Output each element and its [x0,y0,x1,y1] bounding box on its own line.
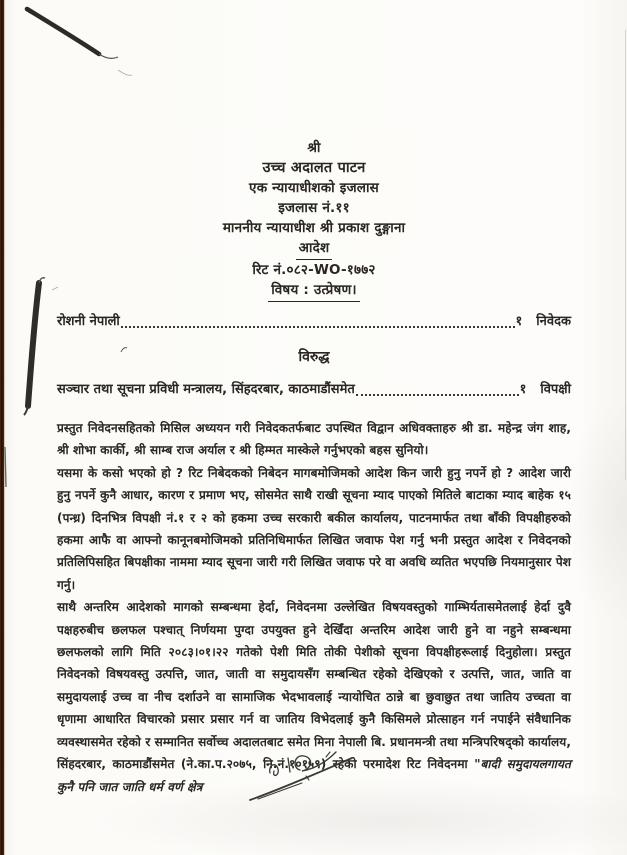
respondent-number: १ [519,382,527,397]
subject-line: विषय : उत्प्रेषण। [268,280,360,302]
binding-edge [0,0,4,855]
bench-type: एक न्यायाधीशको इजलास [249,180,379,196]
petitioner-role: निवेदक [536,314,571,329]
body-paragraph-3-quote: "बादी समुदायलगायत कुनै पनि जात जाति धर्म वर्ण क्षेत्र [57,757,571,794]
document-content [57,0,571,798]
respondent-role: विपक्षी [540,382,571,397]
petitioner-name: रोशनी नेपाली [57,314,120,329]
order-title: आदेश [296,238,333,260]
petitioner-number: १ [515,314,523,329]
body-paragraph-2: यसमा के कसो भएको हो ? रिट निबेदकको निबेदन मागबमोजिमको आदेश किन जारी हुनु नपर्ने हो ? आदेश जारी हुनु नपर्ने कुनै आधार, कारण र प्रमाण भए, सोसमेत साथै राखी सूचना म्याद पाएको मितिले बाटाका म्याद बाहेक १५ (पन्ध्र) दिनभित्र विपक्षी नं.१ र २ को हकमा उच्च सरकारी बकील कार्यालय, पाटनमार्फत तथा बाँकी विपक्षीहरुको हकमा आफै वा आफ्नो कानूनबमोजिमको प्रतिनिधिमार्फत लिखित जवाफ पेश गर्नु भनी प्रस्तुत आदेश र निवेदनको प्रतिलिपिसहित बिपक्षीका नाममा म्याद सूचना जारी गरी लिखित जवाफ परे वा अवधि व्यतित भएपछि नियमानुसार पेश गर्नु। [57,465,571,592]
dot-leader [121,326,515,328]
left-crease-line [5,447,6,487]
court-name: उच्च अदालत पाटन [262,160,366,176]
respondent-line [57,379,571,400]
body-paragraph-3-normal: साथै अन्तरिम आदेशको मागको सम्बन्धमा हेर्दा, निवेदनमा उल्लेखित विषयवस्तुको गाम्भिर्यतासमेतलाई हेर्दा दुवै पक्षहरुबीच छलफल पश्चात् निर्णयमा पुग्दा उपयुक्त हुने देखिँदा अन्तरिम आदेश जारी हुने वा नहुने सम्बन्धमा छलफलको लागि मिति २०८३।०१।२२ गतेको पेशी मिति तोकी पेशीको सूचना विपक्षीहरूलाई दिनुहोला। प्रस्तुत निवेदनको विषयवस्तु उत्पत्ति, जात, जाती वा समुदायसँग सम्बन्धित रहेको देखिएको र उत्पत्ति, जात, जाति वा समुदायलाई उच्च वा नीच दर्शाउने वा सामाजिक भेदभावलाई न्यायोचित ठान्ने बा छुवाछुत तथा जातिय उच्चता वा धृणामा आधारित विचारको प्रसार प्रसार गर्न वा जातिय विभेदलाई कुनै किसिमले प्रोत्साहन गर्न नपाईने संवैधानिक व्यवस्थासमेत रहेको र सम्मानित सर्वोच्च अदालतबाट समेत मिना नेपाली बि. प्रधानमन्त्री तथा मन्त्रिपरिषद्को कार्यालय, सिंहदरबार, काठमाडौंसमेत (ने.का.प.२०७५, नि.नं.१०१५९) रहेको परमादेश रिट निवेदनमा [57,600,571,772]
body-paragraph-1: प्रस्तुत निवेदनसहितको मिसिल अध्ययन गरी निवेदकतर्फबाट उपस्थित विद्वान अधिवक्ताहरु श्री डा. महेन्द्र जंग शाह, श्री शोभा कार्की, श्री साम्ब राज अर्याल र श्री हिम्मत मास्केले गर्नुभएको बहस सुनियो। [57,421,571,458]
dot-leader [356,394,519,396]
salutation: श्री [307,140,321,156]
versus-label: विरुद्ध [298,349,330,365]
judge-name-line: माननीय न्यायाधीश श्री प्रकाश दुङ्गाना [222,220,406,236]
signature-icon [240,740,370,810]
left-margin-ink-stroke-icon [24,278,58,415]
writ-number: रिट नं.०८२-WO-१७७२ [252,262,376,278]
respondent-name: सञ्चार तथा सूचना प्रविधी मन्त्रालय, सिंहदरबार, काठमाडौंसमेत [57,382,355,397]
document-header [57,0,571,302]
petitioner-line [57,311,571,332]
bench-number: इजलास नं.११ [278,200,350,216]
